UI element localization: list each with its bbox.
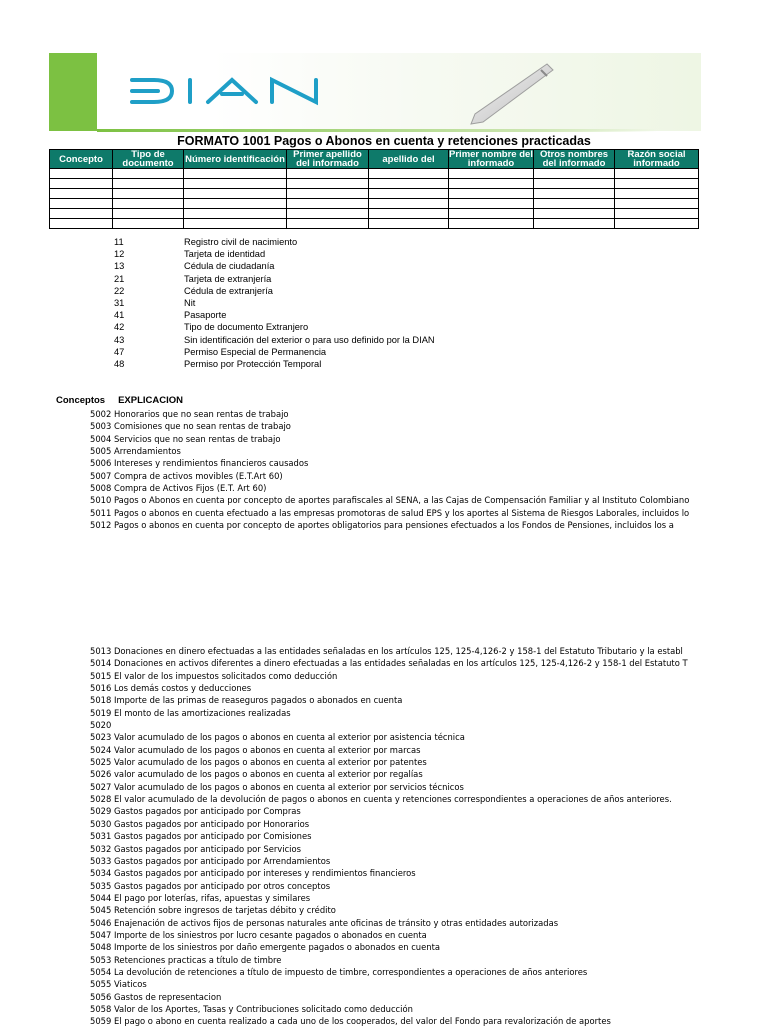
table-row [50, 199, 699, 209]
table-row [50, 219, 699, 229]
brand-underline [97, 129, 657, 132]
doc-type-name: Cédula de extranjería [184, 285, 273, 296]
dian-logo [128, 72, 328, 110]
concept-item: 5044 El pago por loterías, rifas, apuestas y similares [90, 892, 311, 903]
concept-item: 5013 Donaciones en dinero efectuadas a las entidades señaladas en los artículos 125, 125-4,126-2 y 158-1 del Estatuto Tributario y la establ [90, 646, 683, 656]
doc-type-code: 21 [114, 273, 125, 284]
concept-item: 5015 El valor de los impuestos solicitados como deducción [90, 670, 338, 681]
concept-item: 5033 Gastos pagados por anticipado por Arrendamientos [90, 855, 331, 866]
concept-item: 5007 Compra de activos movibles (E.T.Art 60) [90, 470, 283, 481]
concept-item: 5048 Importe de los siniestros por daño emergente pagados o abonados en cuenta [90, 942, 440, 953]
concept-item: 5002 Honorarios que no sean rentas de trabajo [90, 409, 289, 419]
doc-type-row [114, 346, 435, 358]
doc-type-code: 31 [114, 297, 125, 308]
doc-type-code: 12 [114, 249, 125, 260]
doc-type-row [114, 321, 435, 333]
concept-item: 5014 Donaciones en activos diferentes a dinero efectuadas a las entidades señaladas en los artículos 125, 125-4,126-2 y 158-1 del Estatuto T [90, 658, 688, 669]
table-row [50, 179, 699, 189]
col-primer-nombre: Primer nombre del informado [449, 149, 533, 169]
concept-item: 5056 Gastos de representacion [90, 991, 222, 1002]
table-row [50, 189, 699, 199]
doc-type-code: 43 [114, 334, 125, 345]
col-otros-nombres: Otros nombres del informado [534, 150, 615, 169]
table-row [50, 169, 699, 179]
concept-item: 5011 Pagos o abonos en cuenta efectuado a las empresas promotoras de salud EPS y los aportes al Sistema de Riesgos Laborales, incluidos lo [90, 507, 690, 518]
concept-item: 5053 Retenciones practicas a título de timbre [90, 954, 282, 965]
concept-item: 5055 Viaticos [90, 979, 147, 990]
concept-item: 5054 La devolución de retenciones a título de impuesto de timbre, correspondientes a operaciones de años anteriores [90, 966, 588, 977]
concepts-label: Conceptos [56, 395, 106, 406]
concept-item: 5029 Gastos pagados por anticipado por Compras [90, 806, 301, 817]
doc-type-row [114, 260, 435, 272]
doc-type-row [114, 273, 435, 285]
concept-item: 5047 Importe de los siniestros por lucro cesante pagados o abonados en cuenta [90, 929, 427, 940]
doc-type-name: Tarjeta de identidad [184, 249, 266, 260]
concept-item: 5027 Valor acumulado de los pagos o abonos en cuenta al exterior por servicios técnicos [90, 781, 464, 792]
form-title: FORMATO 1001 Pagos o Abonos en cuenta y retenciones practicadas [177, 134, 591, 148]
col-tipo-documento: Tipo de documento [113, 150, 184, 169]
doc-type-code: 22 [114, 285, 125, 296]
concepts-heading [56, 395, 183, 406]
concept-item: 5034 Gastos pagados por anticipado por intereses y rendimientos financieros [90, 868, 416, 879]
doc-type-name: Sin identificación del exterior o para uso definido por la DIAN [184, 334, 435, 345]
concept-item: 5058 Valor de los Aportes, Tasas y Contribuciones solicitado como deducción [90, 1003, 413, 1014]
doc-type-code: 42 [114, 322, 125, 333]
concept-item: 5023 Valor acumulado de los pagos o abonos en cuenta al exterior por asistencia técnica [90, 732, 465, 743]
concept-list-a [90, 408, 698, 531]
pen-illustration [455, 60, 555, 126]
doc-type-row [114, 297, 435, 309]
doc-type-row [114, 358, 435, 370]
concept-item: 5035 Gastos pagados por anticipado por otros conceptos [90, 880, 331, 891]
concept-item: 5024 Valor acumulado de los pagos o abonos en cuenta al exterior por marcas [90, 744, 421, 755]
concept-item: 5031 Gastos pagados por anticipado por Comisiones [90, 831, 312, 842]
concept-item: 5005 Arrendamientos [90, 446, 181, 457]
explanation-label: EXPLICACION [118, 395, 184, 406]
col-concepto: Concepto [50, 150, 113, 169]
doc-type-name: Tarjeta de extranjería [184, 273, 272, 284]
doc-type-row [114, 334, 435, 346]
col-segundo-apellido: apellido del [369, 150, 449, 169]
concept-item: 5028 El valor acumulado de la devolución de pagos o abonos en cuenta y retenciones correspondientes a operaciones de años anteriores. [90, 794, 672, 805]
doc-type-row [114, 309, 435, 321]
concept-list-b [90, 645, 698, 1028]
col-razon-social: Razón social informado [615, 150, 699, 169]
col-primer-apellido: Primer apellido del informado [287, 150, 369, 169]
concept-item: 5059 El pago o abono en cuenta realizado a cada uno de los cooperados, del valor del Fondo para revalorización de aportes [90, 1016, 611, 1027]
col-numero-identificacion: Número identificación [184, 150, 287, 169]
concept-item: 5046 Enajenación de activos fijos de personas naturales ante oficinas de tránsito y otras entidades autorizadas [90, 917, 559, 928]
doc-type-row [114, 248, 435, 260]
doc-type-name: Registro civil de nacimiento [184, 237, 298, 247]
concept-item: 5032 Gastos pagados por anticipado por Servicios [90, 843, 301, 854]
doc-type-name: Cédula de ciudadanía [184, 261, 275, 272]
concept-item: 5008 Compra de Activos Fijos (E.T. Art 60) [90, 483, 267, 494]
concept-item: 5019 El monto de las amortizaciones realizadas [90, 707, 291, 718]
doc-type-name: Tipo de documento Extranjero [184, 322, 309, 333]
concept-item: 5010 Pagos o Abonos en cuenta por concepto de aportes parafiscales al SENA, a las Cajas de Compensación Familiar y al Instituto Colombiano [90, 495, 690, 506]
concept-item: 5003 Comisiones que no sean rentas de trabajo [90, 421, 291, 432]
document-type-list [114, 236, 435, 370]
doc-type-code: 41 [114, 310, 125, 321]
concept-item: 5006 Intereses y rendimientos financieros causados [90, 458, 309, 469]
concept-item: 5030 Gastos pagados por anticipado por Honorarios [90, 818, 310, 829]
informant-table [49, 149, 699, 229]
concept-item: 5018 Importe de las primas de reaseguros pagados o abonados en cuenta [90, 695, 403, 706]
concept-item: 5026 valor acumulado de los pagos o abonos en cuenta al exterior por regalías [90, 769, 423, 780]
concept-item: 5004 Servicios que no sean rentas de trabajo [90, 433, 281, 444]
doc-type-name: Permiso por Protección Temporal [184, 358, 322, 369]
concept-item: 5020 [90, 720, 112, 731]
concept-item: 5045 Retención sobre ingresos de tarjetas débito y crédito [90, 905, 336, 916]
doc-type-code: 47 [114, 346, 125, 357]
doc-type-code: 13 [114, 261, 125, 272]
concept-item: 5016 Los demás costos y deducciones [90, 683, 252, 694]
doc-type-name: Permiso Especial de Permanencia [184, 346, 327, 357]
doc-type-row [114, 236, 435, 248]
doc-type-name: Pasaporte [184, 310, 227, 321]
table-row [50, 209, 699, 219]
doc-type-name: Nit [184, 297, 196, 308]
concept-item: 5012 Pagos o abonos en cuenta por concepto de aportes obligatorios para pensiones efectuados a los Fondos de Pensiones, incluidos los a [90, 520, 674, 531]
concept-item: 5025 Valor acumulado de los pagos o abonos en cuenta al exterior por patentes [90, 757, 427, 768]
doc-type-code: 11 [114, 237, 124, 247]
brand-green-bar [49, 53, 97, 131]
doc-type-row [114, 285, 435, 297]
doc-type-code: 48 [114, 358, 125, 369]
